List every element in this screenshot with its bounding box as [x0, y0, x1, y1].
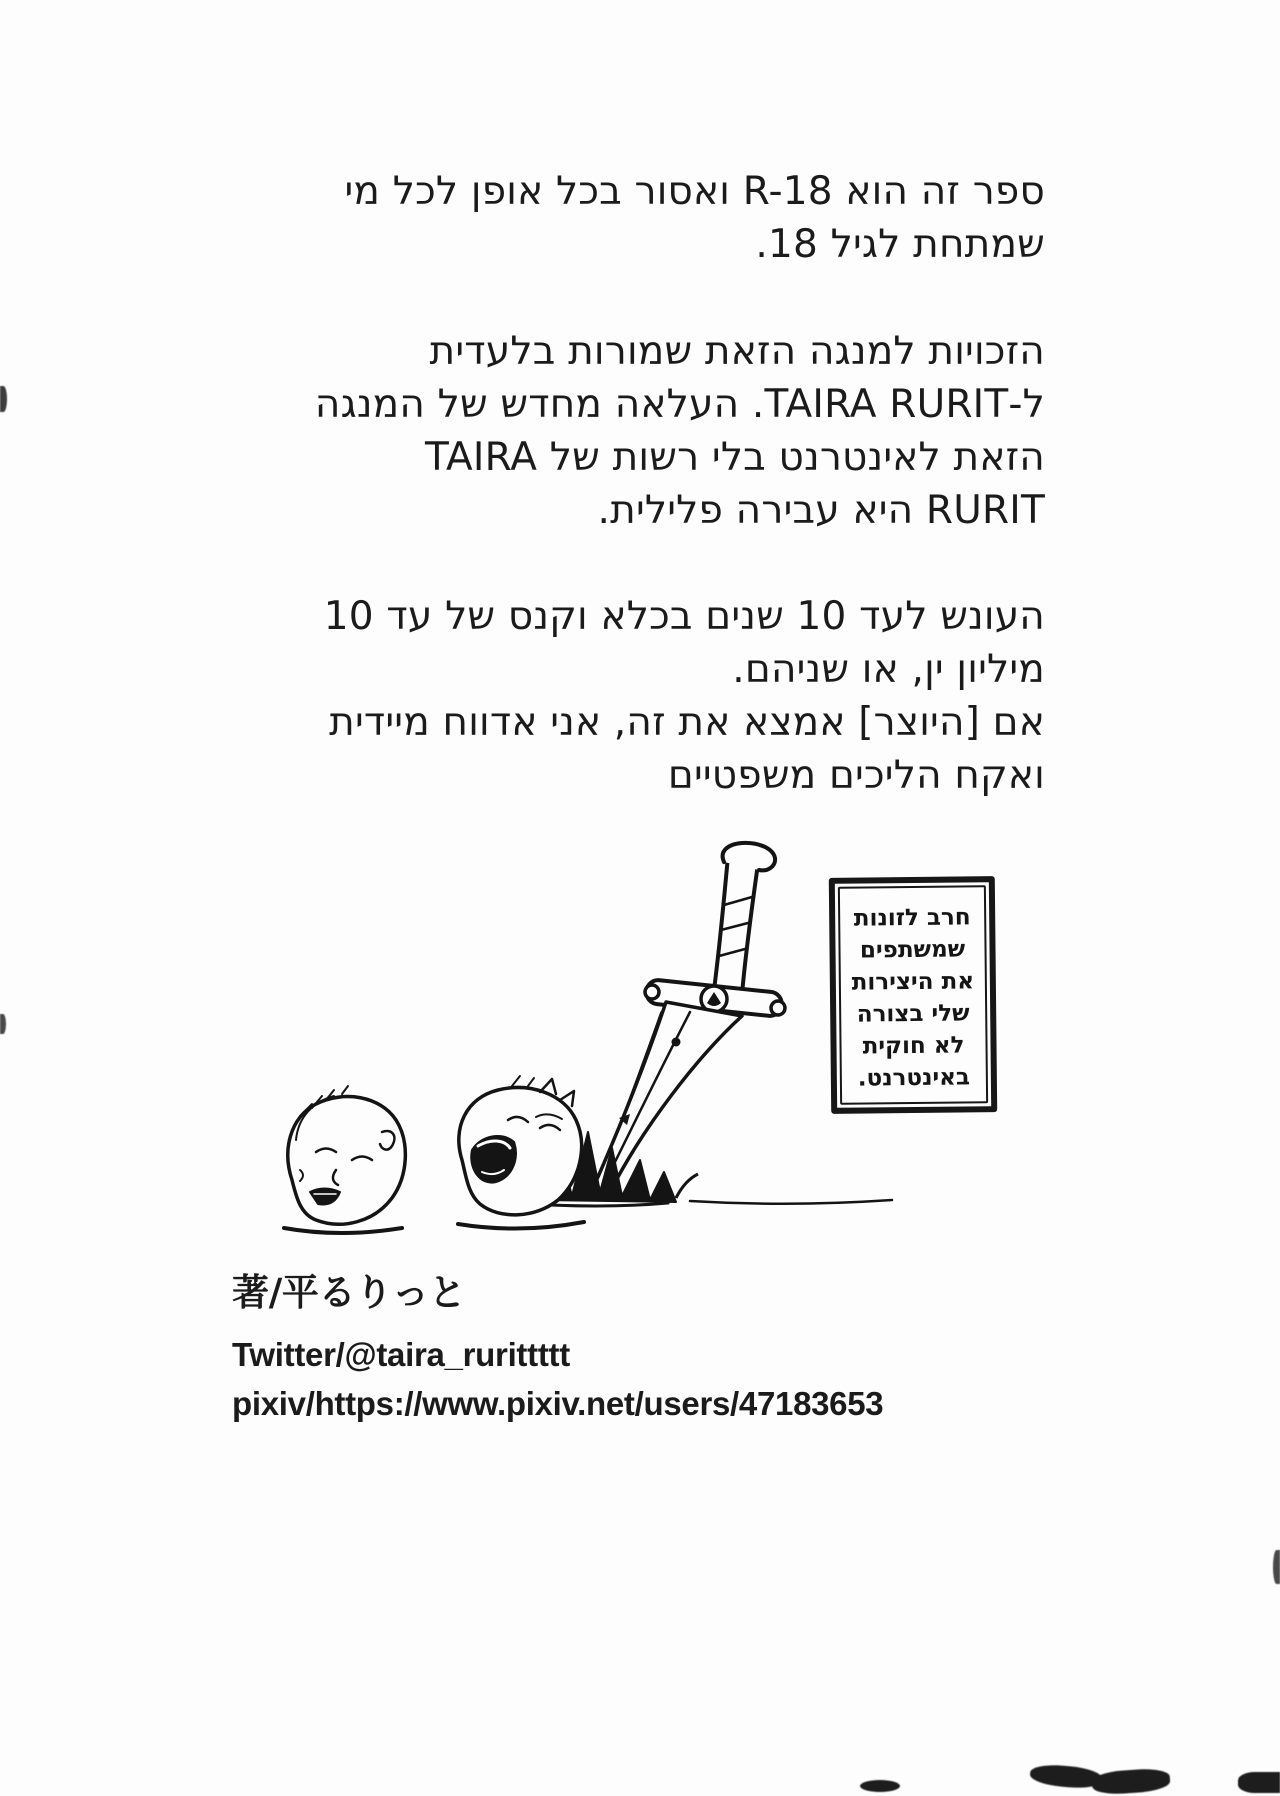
- sword-illustration: [594, 843, 785, 1195]
- sign-line: שמשתפים: [859, 936, 966, 964]
- disclaimer-line: הזאת לאינטרנט בלי רשות של TAIRA: [425, 435, 1045, 480]
- sign-line: את היצירות: [851, 968, 975, 996]
- scan-artifact: [1238, 1772, 1280, 1793]
- disclaimer-line: העונש לעד 10 שנים בכלא וקנס של עד 10: [323, 594, 1045, 639]
- sign-line: שלי בצורה: [856, 1000, 970, 1028]
- warning-sign-text: [838, 885, 988, 1105]
- disclaimer-line: מיליון ין, או שניהם.: [732, 647, 1045, 692]
- disclaimer-line: RURIT היא עבירה פלילית.: [597, 488, 1045, 533]
- disclaimer-line: אם [היוצר] אמצא את זה, אני אדווח מיידית: [329, 700, 1045, 745]
- disclaimer-line: הזכויות למנגה הזאת שמורות בלעדית: [429, 329, 1045, 374]
- scan-artifact: [1273, 1550, 1280, 1584]
- pixiv-url: pixiv/https://www.pixiv.net/users/47183653: [232, 1385, 884, 1422]
- author-credit: 著/平るりっと: [232, 1271, 466, 1314]
- twitter-handle: Twitter/@taira_rurittttt: [232, 1336, 570, 1373]
- disclaimer-line: שמתחת לגיל 18.: [755, 222, 1045, 267]
- severed-head-left: [284, 1086, 405, 1233]
- disclaimer-line: ספר זה הוא R-18 ואסור בכל אופן לכל מי: [344, 169, 1045, 214]
- warning-sign: [829, 876, 997, 1114]
- scan-artifact: [0, 1014, 6, 1034]
- disclaimer-line: ל-TAIRA RURIT. העלאה מחדש של המנגה: [314, 382, 1045, 427]
- scan-artifact: [860, 1780, 900, 1792]
- disclaimer-line: ואקח הליכים משפטיים: [667, 753, 1045, 798]
- scan-artifact: [0, 386, 7, 412]
- sign-line: חרב לזונות: [853, 904, 971, 932]
- sign-line: באינטרנט.: [857, 1064, 971, 1092]
- sign-line: לא חוקית: [862, 1032, 965, 1060]
